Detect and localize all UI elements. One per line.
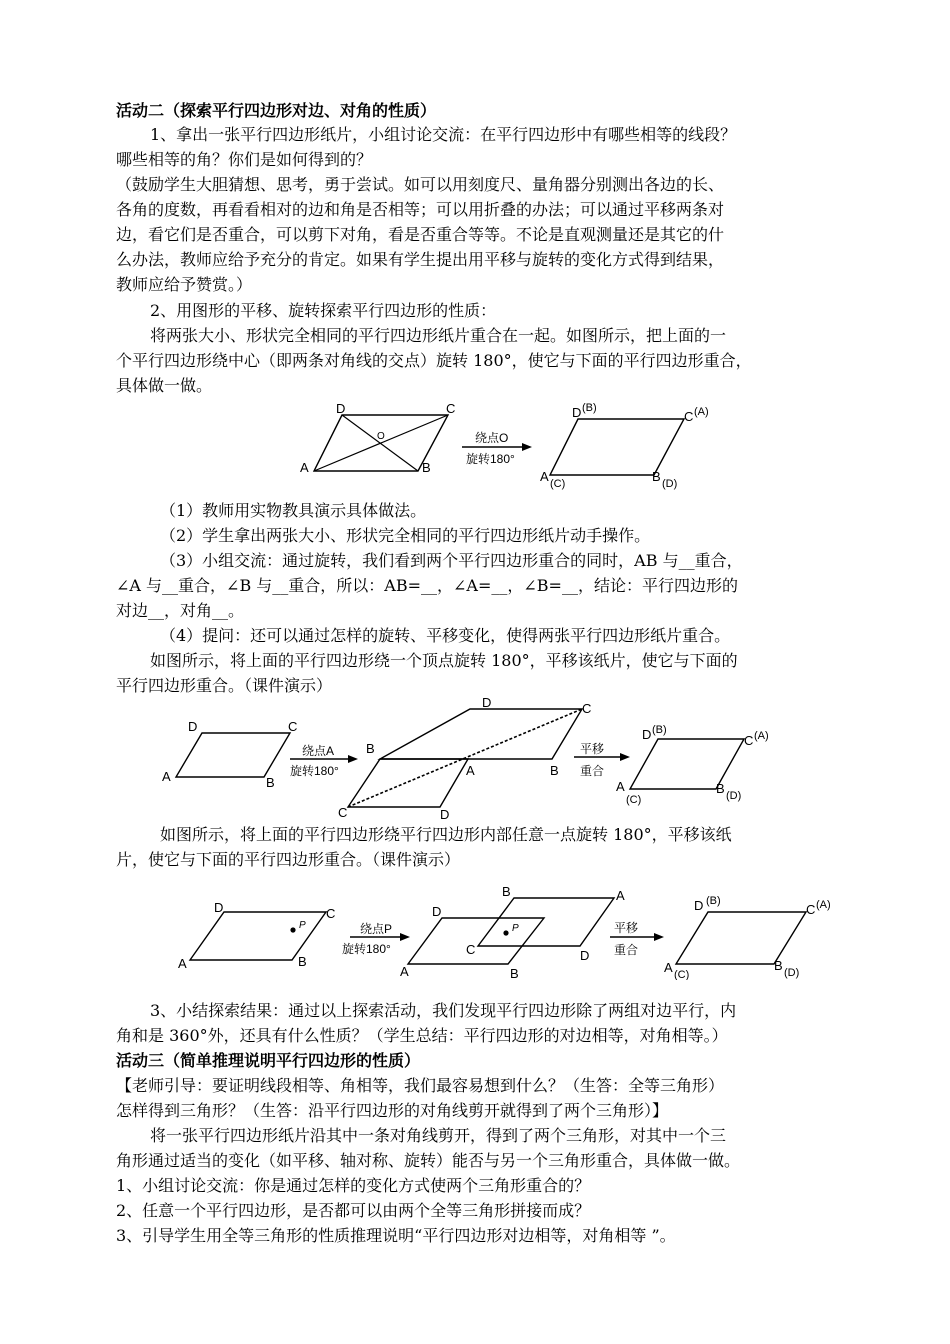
teacher-guide-line: 【老师引导：要证明线段相等、角相等，我们最容易想到什么？（生答：全等三角形） — [116, 1076, 725, 1095]
paragraph-line: （鼓励学生大胆猜想、思考，勇于尝试。如可以用刻度尺、量角器分别测出各边的长、 — [116, 175, 725, 194]
vertex-label-a: A — [162, 769, 171, 784]
arrow-caption-rotate: 旋转180° — [342, 942, 391, 956]
vertex-label-c: C — [338, 805, 348, 820]
figure-rotate-about-point — [170, 880, 850, 980]
vertex-label-c: C — [684, 409, 694, 424]
teacher-guide-line: 怎样得到三角形？（生答：沿平行四边形的对角线剪开就得到了两个三角形）】 — [116, 1101, 669, 1120]
vertex-label-b: B — [652, 469, 661, 484]
vertex-label-c: C — [446, 401, 456, 416]
parallelogram-rotated — [478, 898, 614, 946]
paragraph-line: 如图所示，将上面的平行四边形绕一个顶点旋转 180°，平移该纸片，使它与下面的 — [150, 651, 738, 670]
point-label-p: P — [299, 920, 306, 931]
vertex-label-a: A — [540, 469, 549, 484]
figure-rotate-about-center — [290, 398, 740, 493]
question-line: 1、小组讨论交流：你是通过怎样的变化方式使两个三角形重合的？ — [116, 1176, 591, 1195]
vertex-label-a-paren: (A) — [694, 406, 709, 418]
vertex-label-a: A — [178, 956, 187, 971]
paragraph-line: 3、小结探索结果：通过以上探索活动，我们发现平行四边形除了两组对边平行，内 — [150, 1001, 737, 1020]
arrow-caption-rotate: 旋转180° — [290, 764, 339, 778]
vertex-label-c: C — [744, 733, 754, 748]
vertex-label-c: C — [582, 701, 592, 716]
vertex-label-d-paren: (D) — [726, 790, 742, 802]
paragraph-line: 将一张平行四边形纸片沿其中一条对角线剪开，得到了两个三角形，对其中一个三 — [150, 1126, 727, 1145]
arrow-caption-translate: 平移 — [580, 742, 605, 756]
arrow-caption-about-p: 绕点P — [360, 922, 393, 936]
vertex-label-c: C — [466, 942, 476, 957]
arrow-head — [620, 753, 630, 761]
vertex-label-d: D — [440, 807, 450, 820]
vertex-label-d: D — [188, 719, 198, 734]
vertex-label-c-paren: (C) — [550, 478, 566, 490]
parallelogram-original — [176, 733, 290, 777]
paragraph-line: 2、用图形的平移、旋转探索平行四边形的性质： — [150, 301, 497, 320]
paragraph-line: 具体做一做。 — [116, 376, 213, 395]
vertex-label-c: C — [288, 719, 298, 734]
vertex-label-b-paren: (B) — [652, 724, 667, 736]
vertex-label-a: A — [664, 960, 673, 975]
question-line: 3、引导学生用全等三角形的性质推理说明“平行四边形对边相等，对角相等 ”。 — [116, 1226, 676, 1245]
paragraph-line: 角和是 360°外，还具有什么性质？（学生总结：平行四边形的对边相等，对角相等。） — [116, 1026, 728, 1045]
vertex-label-d: D — [482, 695, 492, 710]
paragraph-line: 平行四边形重合。（课件演示） — [116, 676, 333, 695]
parallelogram-upper — [380, 709, 582, 759]
vertex-label-d: D — [642, 727, 652, 742]
arrow-caption-coincide: 重合 — [614, 943, 639, 957]
arrow-head — [522, 443, 532, 451]
step-line: （1）教师用实物教具演示具体做法。 — [160, 501, 427, 520]
step-line: （3）小组交流：通过旋转，我们看到两个平行四边形重合的同时，AB 与__重合， — [160, 551, 743, 570]
vertex-label-d-paren: (D) — [784, 967, 800, 979]
paragraph-line: 么办法，教师应给予充分的肯定。如果有学生提出用平移与旋转的变化方式得到结果， — [116, 250, 725, 269]
point-label-p: P — [512, 923, 519, 934]
arrow-caption-about-o: 绕点O — [475, 431, 509, 445]
step-line: （2）学生拿出两张大小、形状完全相同的平行四边形纸片动手操作。 — [160, 526, 651, 545]
paragraph-line: 各角的度数，再看看相对的边和角是否相等；可以用折叠的办法；可以通过平移两条对 — [116, 200, 725, 219]
vertex-label-b: B — [266, 775, 275, 790]
arrow-head — [348, 755, 358, 763]
arrow-caption-coincide: 重合 — [580, 764, 605, 778]
vertex-label-c: C — [806, 902, 816, 917]
vertex-label-a: A — [616, 779, 625, 794]
parallelogram-rotated — [348, 759, 468, 807]
vertex-label-b: B — [550, 763, 559, 778]
arrow-head — [400, 933, 410, 941]
point-p — [290, 927, 295, 932]
center-label-o: O — [377, 431, 385, 442]
vertex-label-d: D — [214, 900, 224, 915]
vertex-label-b: B — [774, 958, 783, 973]
paragraph-line: 如图所示，将上面的平行四边形绕平行四边形内部任意一点旋转 180°，平移该纸 — [160, 825, 732, 844]
step-line: （4）提问：还可以通过怎样的旋转、平移变化，使得两张平行四边形纸片重合。 — [160, 626, 731, 645]
arrow-caption-about-a: 绕点A — [302, 744, 335, 758]
arrow-caption-translate: 平移 — [614, 921, 639, 935]
vertex-label-b: B — [366, 741, 375, 756]
vertex-label-b: B — [502, 884, 511, 899]
paragraph-line: 教师应给予赞赏。） — [116, 275, 253, 294]
vertex-label-b-paren: (B) — [582, 402, 597, 414]
vertex-label-a: A — [616, 888, 625, 903]
vertex-label-d: D — [336, 401, 346, 416]
paragraph-line: 个平行四边形绕中心（即两条对角线的交点）旋转 180°，使它与下面的平行四边形重合， — [116, 351, 752, 370]
vertex-label-a: A — [400, 964, 409, 979]
vertex-label-b: B — [298, 954, 307, 969]
vertex-label-c: C — [326, 906, 336, 921]
paragraph-line: 边，看它们是否重合，可以剪下对角，看是否重合等等。不论是直观测量还是其它的什 — [116, 225, 725, 244]
vertex-label-c-paren: (C) — [626, 794, 642, 806]
vertex-label-a: A — [300, 460, 309, 475]
heading-activity-2: 活动二（探索平行四边形对边、对角的性质） — [116, 101, 437, 120]
parallelogram-result — [630, 739, 744, 789]
vertex-label-d: D — [432, 904, 442, 919]
vertex-label-a-paren: (A) — [754, 730, 769, 742]
paragraph-line: 哪些相等的角？你们是如何得到的？ — [116, 150, 373, 169]
heading-activity-3: 活动三（简单推理说明平行四边形的性质） — [116, 1051, 421, 1070]
vertex-label-d-paren: (D) — [662, 478, 678, 490]
arrow-head — [654, 933, 664, 941]
vertex-label-d: D — [572, 405, 582, 420]
step-line: ∠A 与__重合，∠B 与__重合，所以：AB=__，∠A=__，∠B=__，结论：平行四边形的 — [116, 576, 738, 595]
vertex-label-b-paren: (B) — [706, 895, 721, 907]
vertex-label-a-paren: (A) — [816, 899, 831, 911]
parallelogram-lower — [408, 918, 544, 964]
vertex-label-a: A — [466, 763, 475, 778]
paragraph-line: 1、拿出一张平行四边形纸片，小组讨论交流：在平行四边形中有哪些相等的线段？ — [150, 125, 737, 144]
step-line: 对边__，对角__。 — [116, 601, 245, 620]
vertex-label-b: B — [510, 966, 519, 980]
arrow-caption-rotate: 旋转180° — [466, 452, 515, 466]
vertex-label-b: B — [422, 460, 431, 475]
figure-rotate-about-vertex — [150, 695, 790, 820]
parallelogram-result — [676, 912, 806, 964]
vertex-label-c-paren: (C) — [674, 969, 690, 980]
paragraph-line: 将两张大小、形状完全相同的平行四边形纸片重合在一起。如图所示，把上面的一 — [150, 326, 727, 345]
paragraph-line: 角形通过适当的变化（如平移、轴对称、旋转）能否与另一个三角形重合，具体做一做。 — [116, 1151, 741, 1170]
vertex-label-b: B — [716, 781, 725, 796]
vertex-label-d: D — [580, 948, 590, 963]
parallelogram-result — [550, 419, 684, 475]
paragraph-line: 片，使它与下面的平行四边形重合。（课件演示） — [116, 850, 461, 869]
vertex-label-d: D — [694, 898, 704, 913]
diagonal-bd — [342, 415, 418, 471]
question-line: 2、任意一个平行四边形，是否都可以由两个全等三角形拼接而成？ — [116, 1201, 591, 1220]
point-p — [503, 930, 508, 935]
